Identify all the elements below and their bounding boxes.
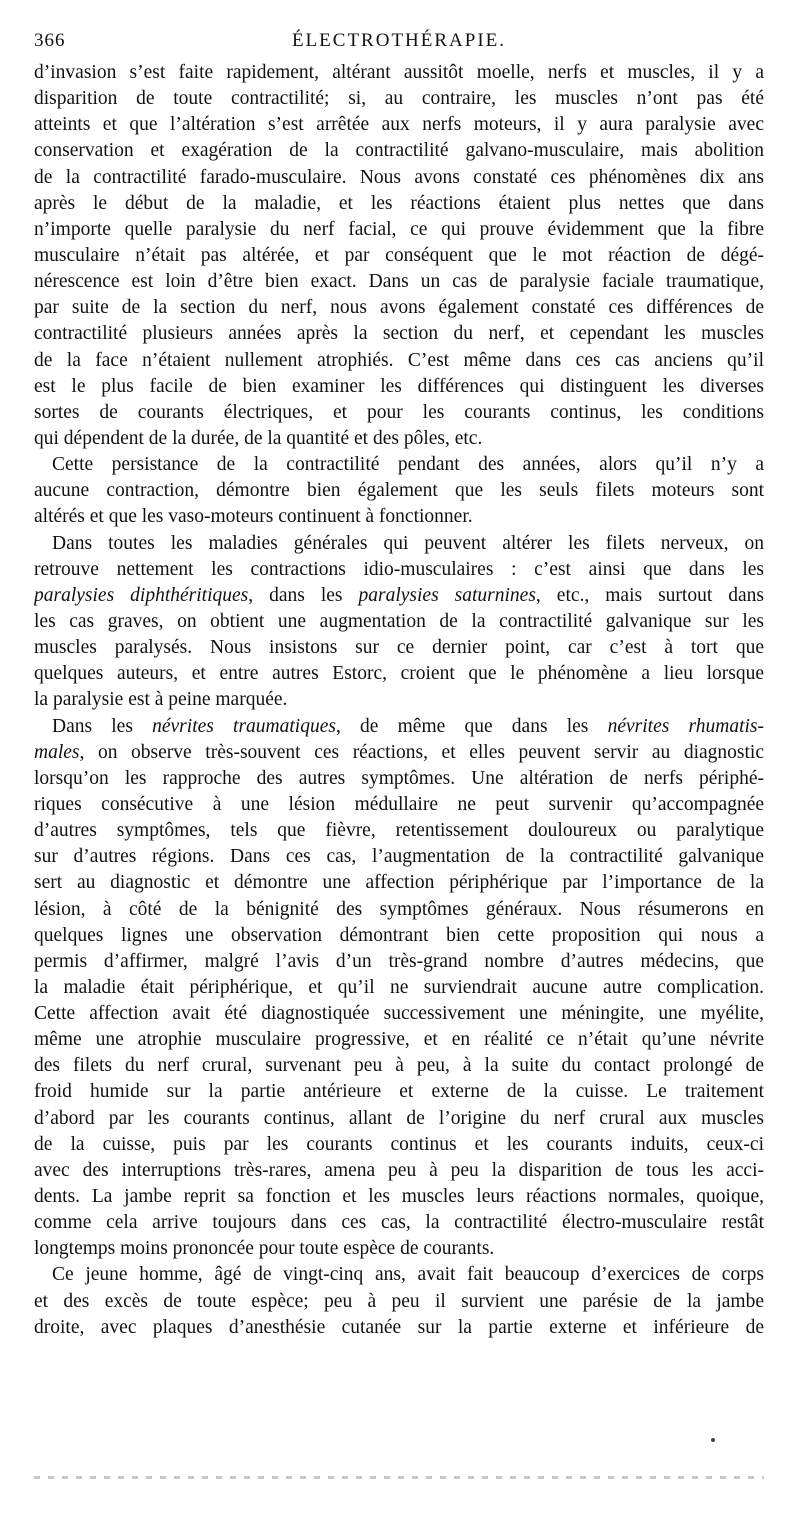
text-line: après le début de la maladie, et les réactions étaient plus nettes que dans xyxy=(34,192,764,214)
text-line: est le plus facile de bien examiner les différences qui distinguent les diverses xyxy=(34,375,764,397)
text-line: Ce jeune homme, âgé de vingt-cinq ans, avait fait beaucoup d’exercices de corps xyxy=(52,1264,764,1286)
text-line: conservation et exagération de la contractilité galvano-musculaire, mais abolition xyxy=(34,140,764,162)
text-line: d’invasion s’est faite rapidement, altérant aussitôt moelle, nerfs et muscles, il y a xyxy=(34,62,764,83)
text-line: dents. La jambe reprit sa fonction et les muscles leurs réactions normales, quoique, xyxy=(34,1186,764,1208)
text-line: même une atrophie musculaire progressive, et en réalité ce n’était qu’une névrite xyxy=(34,1029,764,1051)
text-line: muscles paralysés. Nous insistons sur ce dernier point, car c’est à tort que xyxy=(34,637,764,659)
text-line: des filets du nerf crural, survenant peu à peu, à la suite du contact prolongé de xyxy=(34,1055,764,1077)
text-line: contractilité plusieurs années après la section du nerf, et cependant les muscles xyxy=(34,323,764,345)
text-line: comme cela arrive toujours dans ces cas, la contractilité électro-musculaire restât xyxy=(34,1212,764,1234)
text-line: par suite de la section du nerf, nous avons également constaté ces différences de xyxy=(34,297,764,319)
text-line: lésion, à côté de la bénignité des symptômes généraux. Nous résumerons en xyxy=(34,898,764,920)
text-line: Dans les névrites traumatiques, de même que dans les névrites rhumatis- xyxy=(52,715,764,737)
text-line: atteints et que l’altération s’est arrêtée aux nerfs moteurs, il y aura paralysie avec xyxy=(34,114,764,136)
text-line: de la face n’étaient nullement atrophiés. C’est même dans ces cas anciens qu’il xyxy=(34,349,764,371)
text-line: Dans toutes les maladies générales qui peuvent altérer les filets nerveux, on xyxy=(52,532,764,554)
text-line: et des excès de toute espèce; peu à peu il survient une parésie de la jambe xyxy=(34,1290,764,1312)
text-line: droite, avec plaques d’anesthésie cutanée sur la partie externe et inférieure de xyxy=(34,1316,764,1338)
text-line: avec des interruptions très-rares, amena peu à peu la disparition de tous les acci- xyxy=(34,1159,764,1181)
text-line: longtemps moins prononcée pour toute espèce de courants. xyxy=(34,1238,495,1260)
text-line: froid humide sur la partie antérieure et externe de la cuisse. Le traitement xyxy=(34,1081,764,1103)
text-line: riques consécutive à une lésion médullaire ne peut survenir qu’accompagnée xyxy=(34,793,764,815)
text-line: aucune contraction, démontre bien également que les seuls filets moteurs sont xyxy=(34,480,764,502)
text-line: n’importe quelle paralysie du nerf facial, ce qui prouve évidemment que la fibre xyxy=(34,218,764,240)
text-line: d’abord par les courants continus, allant de l’origine du nerf crural aux muscles xyxy=(34,1107,764,1129)
text-line: la maladie était périphérique, et qu’il ne surviendrait aucune autre complication. xyxy=(34,976,764,998)
text-line: quelques auteurs, et entre autres Estorc, croient que le phénomène a lieu lorsque xyxy=(34,663,764,685)
scan-speck xyxy=(711,1438,715,1442)
text-line: la paralysie est à peine marquée. xyxy=(34,689,288,711)
text-line: nérescence est loin d’être bien exact. Dans un cas de paralysie faciale traumatique, xyxy=(34,271,764,293)
running-title: ÉLECTROTHÉRAPIE. xyxy=(291,30,507,51)
text-line: d’autres symptômes, tels que fièvre, retentissement douloureux ou paralytique xyxy=(34,820,764,842)
text-line: males, on observe très-souvent ces réactions, et elles peuvent servir au diagnostic xyxy=(34,741,764,763)
scan-bleedthrough-line xyxy=(34,1476,764,1479)
text-line: paralysies diphthéritiques, dans les paralysies saturnines, etc., mais surtout dans xyxy=(34,584,764,606)
text-line: musculaire n’était pas altérée, et par conséquent que le mot réaction de dégé- xyxy=(34,244,764,266)
text-line: retrouve nettement les contractions idio-musculaires : c’est ainsi que dans les xyxy=(34,558,764,580)
text-line: altérés et que les vaso-moteurs continuent à fonctionner. xyxy=(34,506,473,528)
text-line: sortes de courants électriques, et pour les courants continus, les conditions xyxy=(34,401,764,423)
text-line: permis d’affirmer, malgré l’avis d’un très-grand nombre d’autres médecins, que xyxy=(34,950,764,972)
text-line: Cette persistance de la contractilité pendant des années, alors qu’il n’y a xyxy=(52,454,764,476)
text-line: Cette affection avait été diagnostiquée successivement une méningite, une myélite, xyxy=(34,1003,764,1025)
text-line: disparition de toute contractilité; si, au contraire, les muscles n’ont pas été xyxy=(34,88,764,110)
text-line: de la cuisse, puis par les courants continus et les courants induits, ceux-ci xyxy=(34,1133,764,1155)
book-page xyxy=(34,24,764,1341)
text-line: quelques lignes une observation démontrant bien cette proposition qui nous a xyxy=(34,924,764,946)
text-line: lorsqu’on les rapproche des autres symptômes. Une altération de nerfs périphé- xyxy=(34,767,764,789)
text-line: les cas graves, on obtient une augmentation de la contractilité galvanique sur les xyxy=(34,610,764,632)
text-line: de la contractilité farado-musculaire. Nous avons constaté ces phénomènes dix ans xyxy=(34,166,764,188)
text-line: qui dépendent de la durée, de la quantité et des pôles, etc. xyxy=(34,427,483,449)
text-line: sert au diagnostic et démontre une affection périphérique par l’importance de la xyxy=(34,872,764,894)
running-head xyxy=(34,24,764,58)
page-number: 366 xyxy=(34,30,66,51)
text-line: sur d’autres régions. Dans ces cas, l’augmentation de la contractilité galvanique xyxy=(34,846,764,868)
body-text xyxy=(34,60,764,1341)
